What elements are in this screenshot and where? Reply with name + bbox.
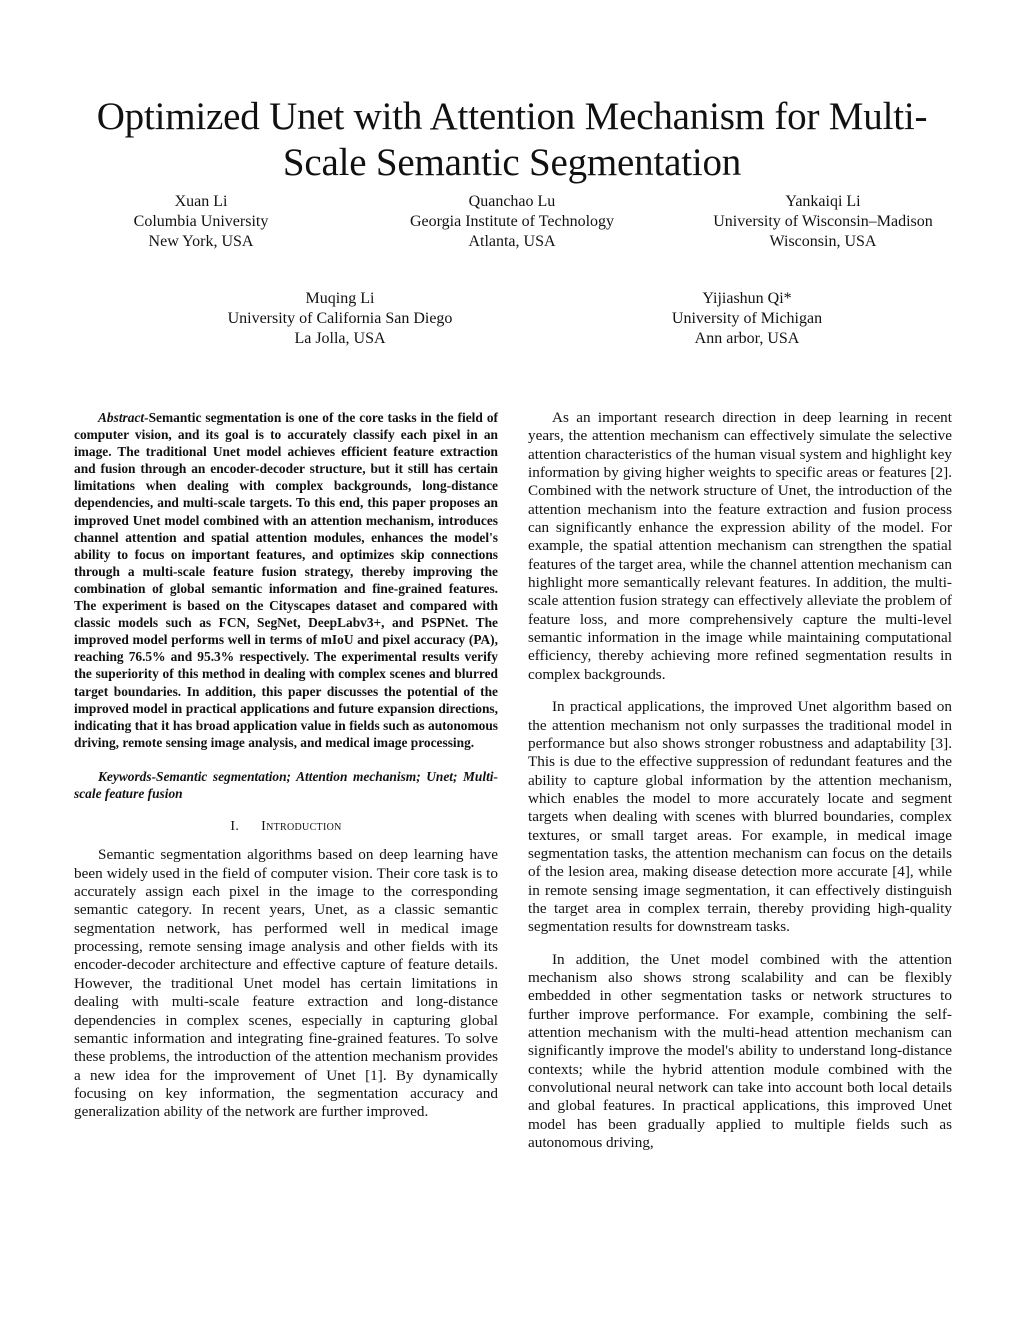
author-location: New York, USA xyxy=(148,233,254,250)
author-name: Quanchao Lu xyxy=(468,193,556,210)
left-column xyxy=(74,409,498,1122)
author-affiliation: Columbia University xyxy=(133,213,269,230)
body-paragraph: As an important research direction in deep learning in recent years, the attention mechanism can effectively simulate the selective attention characteristics of the human visual system and highlight key information by giving higher weights to specific areas or features [2]. Combined with the network structure of Unet, the introduction of the attention mechanism into the feature extraction and fusion process can significantly enhance the expression ability of the model. For example, the spatial attention mechanism can strengthen the spatial features of the target area, while the channel attention mechanism can highlight more semantically relevant features. In addition, the multi-scale attention fusion strategy can effectively alleviate the problem of feature loss, and more comprehensively capture the multi-level semantic information in the image while maintaining computational efficiency, thereby achieving more refined segmentation results in complex backgrounds. xyxy=(528,409,952,683)
author-affiliation: Georgia Institute of Technology xyxy=(409,213,615,230)
author-block xyxy=(210,289,470,349)
paper-title: Optimized Unet with Attention Mechanism for Multi-Scale Semantic Segmentation xyxy=(96,95,928,184)
abstract-text: Semantic segmentation is one of the core tasks in the field of computer vision, and its goal is to accurately classify each pixel in an image. The traditional Unet model achieves efficient feature extraction and fusion through an encoder-decoder structure, but it still has certain limitations when dealing with complex backgrounds, long-distance dependencies, and multi-scale targets. To this end, this paper proposes an improved Unet model combined with an attention mechanism, introduces channel attention and spatial attention modules, enhances the model's ability to focus on important features, and optimizes skip connections through a multi-scale feature fusion strategy, thereby improving the combination of global semantic information and fine-grained features. The experiment is based on the Cityscapes dataset and compared with classic models such as FCN, SegNet, DeepLabv3+, and PSPNet. The improved model performs well in terms of mIoU and pixel accuracy (PA), reaching 76.5% and 95.3% respectively. The experimental results verify the superiority of this method in dealing with complex scenes and blurred target boundaries. In addition, this paper discusses the potential of the improved model in practical applications and future expansion directions, indicating that it has broad application value in fields such as autonomous driving, remote sensing image analysis, and medical image processing. xyxy=(74,410,498,750)
right-column xyxy=(528,409,952,1152)
body-paragraph: In addition, the Unet model combined with the attention mechanism also shows strong scalability and can be flexibly embedded in other segmentation tasks or network structures to further improve performance. For example, combining the self-attention mechanism with the multi-head attention mechanism can significantly improve the model's ability to understand long-distance contexts; while the hybrid attention module combined with the convolutional neural network can take into account both local details and global features. In practical applications, this improved Unet model has been gradually applied to multiple fields such as autonomous driving, xyxy=(528,950,952,1152)
author-block xyxy=(387,192,637,252)
author-affiliation: University of Wisconsin–Madison xyxy=(713,213,933,230)
author-location: Atlanta, USA xyxy=(468,233,556,250)
keywords: Keywords-Semantic segmentation; Attention mechanism; Unet; Multi-scale feature fusion xyxy=(74,768,498,801)
section-number: I. xyxy=(230,819,240,835)
body-paragraph: Semantic segmentation algorithms based on deep learning have been widely used in the field of computer vision. Their core task is to accurately assign each pixel in the image to the corresponding semantic category. In recent years, Unet, as a classic semantic segmentation network, has performed well in medical image processing, remote sensing image analysis and other fields with its encoder-decoder architecture and effective capture of feature details. However, the traditional Unet model has certain limitations in dealing with multi-scale feature extraction and long-distance dependencies in complex scenes, especially in capturing global semantic information and integrating fine-grained features. To solve these problems, the introduction of the attention mechanism provides a new idea for the improvement of Unet [1]. By dynamically focusing on key information, the segmentation accuracy and generalization ability of the network are further improved. xyxy=(74,846,498,1121)
author-block xyxy=(647,289,847,349)
abstract-label: Abstract- xyxy=(98,410,149,425)
author-block xyxy=(101,192,301,252)
author-affiliation: University of Michigan xyxy=(671,310,823,327)
section-title: Introduction xyxy=(261,819,342,835)
author-block xyxy=(693,192,953,252)
author-name: Yijiashun Qi* xyxy=(702,290,792,307)
author-name: Xuan Li xyxy=(174,193,228,210)
author-name: Yankaiqi Li xyxy=(785,193,861,210)
body-paragraph: In practical applications, the improved Unet algorithm based on the attention mechanism not only surpasses the traditional model in performance but also shows stronger robustness and adaptability [3]. This is due to the effective suppression of redundant features and the ability to capture global information by the attention mechanism, which enables the model to more accurately locate and segment targets when dealing with scenes with blurred boundaries, complex textures, or small target areas. For example, in medical image segmentation tasks, the attention mechanism can focus on the details of the lesion area, making disease detection more accurate [4], while in remote sensing image segmentation, it can effectively distinguish the target area in complex terrain, thereby providing high-quality segmentation results for downstream tasks. xyxy=(528,698,952,936)
author-location: La Jolla, USA xyxy=(294,330,386,347)
author-name: Muqing Li xyxy=(305,290,375,307)
author-location: Wisconsin, USA xyxy=(769,233,877,250)
author-affiliation: University of California San Diego xyxy=(227,310,453,327)
abstract xyxy=(74,409,498,751)
author-location: Ann arbor, USA xyxy=(694,330,800,347)
section-heading xyxy=(74,818,498,836)
